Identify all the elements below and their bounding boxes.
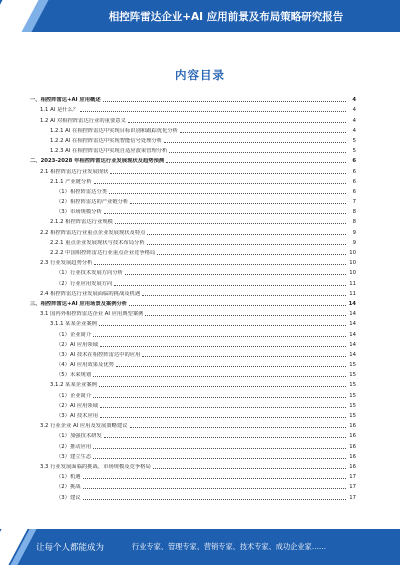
toc-leader-dots: [100, 417, 346, 418]
toc-entry-page: 15: [349, 413, 356, 419]
toc-leader-dots: [110, 173, 346, 174]
toc-entry-page: 16: [349, 423, 356, 430]
toc-leader-dots: [142, 356, 346, 357]
toc-leader-dots: [80, 111, 346, 112]
toc-entry[interactable]: [30, 349, 356, 359]
toc-leader-dots: [93, 397, 346, 398]
toc-entry-label: （1）相控阵雷达分类: [56, 188, 108, 195]
toc-entry-page: 10: [349, 250, 356, 256]
toc-entry-page: 14: [349, 341, 356, 348]
toc-entry-page: 5: [352, 148, 356, 155]
toc-entry-page: 11: [349, 290, 356, 297]
toc-leader-dots: [153, 468, 346, 469]
toc-entry-page: 16: [349, 463, 356, 470]
toc-leader-dots: [93, 458, 346, 459]
toc-entry-label: 1.2.1 AI 在相控阵雷达中实现目标识别和跟踪优化分析: [50, 127, 178, 134]
toc-entry[interactable]: [30, 389, 356, 399]
toc-entry-page: 14: [349, 331, 356, 338]
toc-entry[interactable]: [30, 308, 356, 318]
toc-entry[interactable]: [30, 339, 356, 349]
footer-slogan: 让每个人都能成为: [36, 543, 105, 553]
toc-leader-dots: [164, 142, 346, 143]
toc-entry-label: 1.2.3 AI 在相控阵雷达中实现自适应波束管理分析: [50, 148, 168, 155]
toc-entry-page: 7: [352, 199, 356, 206]
toc-leader-dots: [130, 427, 346, 428]
toc-entry-label: （1）行业技术发展方向分析: [56, 270, 123, 277]
toc-entry[interactable]: [30, 226, 356, 236]
toc-entry-label: 1.2 AI 对相控阵雷达行业的重要意义: [40, 117, 126, 124]
toc-entry[interactable]: [30, 104, 356, 114]
toc-leader-dots: [114, 285, 346, 286]
toc-entry-label: （2）挑战: [56, 484, 81, 491]
toc-entry-page: 6: [352, 188, 356, 195]
toc-entry[interactable]: [30, 186, 356, 196]
report-header: [0, 0, 400, 32]
toc-entry-page: 17: [349, 494, 356, 501]
toc-entry[interactable]: [30, 125, 356, 135]
toc-entry-label: （3）建立生态: [56, 453, 92, 460]
toc-entry-page: 4: [352, 97, 356, 104]
toc-entry-label: （5）未来规划: [56, 372, 92, 379]
report-footer: [0, 529, 400, 565]
toc-entry-label: （2）AI 应用领域: [56, 402, 99, 409]
toc-entry-label: （2）推动应用: [56, 443, 92, 450]
toc-entry-page: 14: [349, 351, 356, 358]
toc-entry-label: （1）加强技术研发: [56, 433, 102, 440]
toc-entry-label: （3）AI 技术应用: [56, 413, 99, 419]
toc-entry-page: 8: [352, 209, 356, 216]
toc-entry-label: （1）机遇: [56, 474, 81, 481]
toc-entry-page: 14: [349, 311, 356, 318]
toc-entry-label: 1.2.2 AI 在相控阵雷达中实现智能信号处理分析: [50, 137, 163, 144]
toc-entry[interactable]: [30, 277, 356, 287]
toc-entry[interactable]: [30, 318, 356, 328]
toc-entry[interactable]: [30, 94, 356, 104]
toc-leader-dots: [157, 254, 346, 255]
toc-entry-page: 5: [352, 137, 356, 144]
toc-entry[interactable]: [30, 288, 356, 298]
toc-entry-page: 15: [349, 372, 356, 379]
toc-entry[interactable]: [30, 135, 356, 145]
toc-entry-page: 6: [352, 178, 356, 185]
toc-leader-dots: [104, 437, 346, 438]
toc-entry-page: 17: [349, 484, 356, 491]
toc-entry-label: （2）相控阵雷达的产业链分析: [56, 199, 129, 206]
toc-entry[interactable]: [30, 267, 356, 277]
toc-leader-dots: [130, 203, 346, 204]
toc-leader-dots: [99, 325, 346, 326]
toc-leader-dots: [100, 407, 346, 408]
toc-entry-page: 16: [349, 433, 356, 440]
toc-entry[interactable]: [30, 257, 356, 267]
toc-entry[interactable]: [30, 491, 356, 501]
toc-leader-dots: [180, 132, 346, 133]
toc-heading: 内容目录: [175, 68, 225, 82]
toc-entry[interactable]: [30, 165, 356, 175]
toc-entry-page: 8: [352, 219, 356, 226]
toc-entry[interactable]: [30, 451, 356, 461]
toc-leader-dots: [94, 264, 346, 265]
toc-entry-label: （1）企业简介: [56, 392, 92, 399]
toc-entry[interactable]: [30, 145, 356, 155]
toc-entry[interactable]: [30, 216, 356, 226]
toc-entry-label: （3）AI 技术在相控阵雷达中的应用: [56, 351, 141, 358]
toc-leader-dots: [169, 152, 346, 153]
toc-entry-label: （3）市场规模分析: [56, 209, 102, 216]
toc-entry-page: 14: [348, 300, 356, 307]
toc-entry-page: 9: [352, 229, 356, 236]
toc-entry-label: 2.4 相控阵雷达行业发展面临的挑战及机遇: [40, 290, 141, 297]
toc-entry[interactable]: [30, 420, 356, 430]
toc-entry[interactable]: [30, 155, 356, 165]
toc-entry-label: 3.1.2 某某企业案例: [50, 382, 97, 389]
toc-entry[interactable]: [30, 369, 356, 379]
toc-leader-dots: [100, 346, 346, 347]
toc-leader-dots: [142, 295, 346, 296]
toc-leader-dots: [109, 193, 346, 194]
toc-entry-label: 2.1.2 相控阵雷达行业规模: [50, 219, 113, 226]
toc-entry-page: 15: [349, 382, 356, 389]
toc-leader-dots: [93, 448, 346, 449]
toc-entry-label: 2.2 相控阵雷达行业重点企业发展现状及特点: [40, 229, 146, 236]
toc-entry[interactable]: [30, 359, 356, 369]
toc-entry-label: （1）企业简介: [56, 331, 92, 338]
toc-entry[interactable]: [30, 206, 356, 216]
toc-entry[interactable]: [30, 440, 356, 450]
toc-entry-label: 二、2023-2028 年相控阵雷达行业发展现状及趋势预测: [30, 158, 165, 165]
toc-leader-dots: [145, 315, 346, 316]
toc-entry-page: 16: [349, 443, 356, 450]
toc-leader-dots: [94, 183, 346, 184]
toc-entry-label: （3）建议: [56, 494, 81, 501]
toc-entry[interactable]: [30, 237, 356, 247]
toc-entry-label: 3.1.1 某某企业案例: [50, 321, 97, 328]
toc-entry[interactable]: [30, 247, 356, 257]
toc-entry-label: （4）AI 应用效果及优势: [56, 362, 114, 369]
toc-entry-page: 9: [352, 239, 356, 246]
toc-entry-page: 6: [352, 168, 356, 175]
toc-entry[interactable]: [30, 481, 356, 491]
toc-leader-dots: [83, 478, 346, 479]
toc-entry-label: （2）行业应用发展方向: [56, 280, 113, 287]
toc-entry-page: 4: [352, 107, 356, 114]
toc-leader-dots: [147, 244, 346, 245]
toc-entry[interactable]: [30, 430, 356, 440]
toc-entry-page: 16: [349, 453, 356, 460]
toc-entry[interactable]: [30, 379, 356, 389]
footer-expert-list: 行业专家、管理专家、营销专家、技术专家、成功企业家……: [132, 542, 327, 551]
toc-leader-dots: [128, 122, 346, 123]
toc-leader-dots: [115, 223, 346, 224]
toc-entry-page: 15: [349, 362, 356, 369]
toc-entry[interactable]: [30, 400, 356, 410]
toc-entry-page: 11: [349, 280, 356, 287]
toc-leader-dots: [93, 376, 346, 377]
toc-entry-label: 2.1 相控阵雷达行业发展现状: [40, 168, 109, 175]
toc-entry-page: 6: [352, 158, 356, 165]
toc-entry-label: 2.2.1 重点企业发展现状与技术布局分析: [50, 239, 145, 246]
toc-entry[interactable]: [30, 176, 356, 186]
toc-entry[interactable]: [30, 196, 356, 206]
toc-entry[interactable]: [30, 410, 356, 420]
toc-entry[interactable]: [30, 328, 356, 338]
toc-entry[interactable]: [30, 471, 356, 481]
toc-entry-label: 2.3 行业发展趋势分析: [40, 260, 93, 267]
toc-entry-label: 3.1 国内外相控阵雷达企业 AI 应用典型案例: [40, 311, 144, 318]
toc-entry-label: 3.3 行业发展面临的挑战、市场规模及竞争格局: [40, 463, 151, 470]
toc-entry-page: 4: [352, 117, 356, 124]
toc-entry-page: 15: [349, 392, 356, 399]
toc-entry-label: 一、相控阵雷达+AI 应用概述: [30, 97, 101, 104]
toc-leader-dots: [83, 499, 346, 500]
toc-entry-page: 10: [349, 270, 356, 277]
toc-entry[interactable]: [30, 298, 356, 308]
toc-entry-page: 15: [349, 402, 356, 409]
toc-leader-dots: [147, 234, 346, 235]
toc-leader-dots: [116, 366, 346, 367]
toc-leader-dots: [93, 336, 346, 337]
toc-entry-label: 1.1 AI 是什么？: [40, 107, 79, 114]
toc-leader-dots: [125, 274, 346, 275]
toc-leader-dots: [129, 305, 346, 306]
toc-leader-dots: [103, 101, 346, 102]
toc-entry-label: 2.2.2 中国相控阵雷达行业重点企业竞争格局: [50, 250, 156, 256]
toc-entry-label: 2.1.1 产业链分析: [50, 178, 92, 185]
table-of-contents: [30, 94, 356, 514]
toc-entry-page: 17: [349, 474, 356, 481]
toc-entry-label: 三、相控阵雷达+AI 应用场景及案例分析: [30, 300, 128, 307]
toc-leader-dots: [104, 213, 346, 214]
toc-entry-page: 10: [349, 260, 356, 267]
toc-leader-dots: [83, 488, 346, 489]
toc-entry[interactable]: [30, 461, 356, 471]
toc-leader-dots: [99, 386, 346, 387]
toc-leader-dots: [166, 162, 346, 163]
toc-entry-label: 3.2 行业企业 AI 应用及发展策略建议: [40, 423, 128, 430]
report-title: 相控阵雷达企业+AI 应用前景及布局策略研究报告: [108, 11, 344, 23]
toc-entry-page: 4: [352, 127, 356, 134]
toc-entry-label: （2）AI 应用领域: [56, 341, 99, 348]
toc-entry[interactable]: [30, 114, 356, 124]
toc-entry-page: 14: [349, 321, 356, 328]
